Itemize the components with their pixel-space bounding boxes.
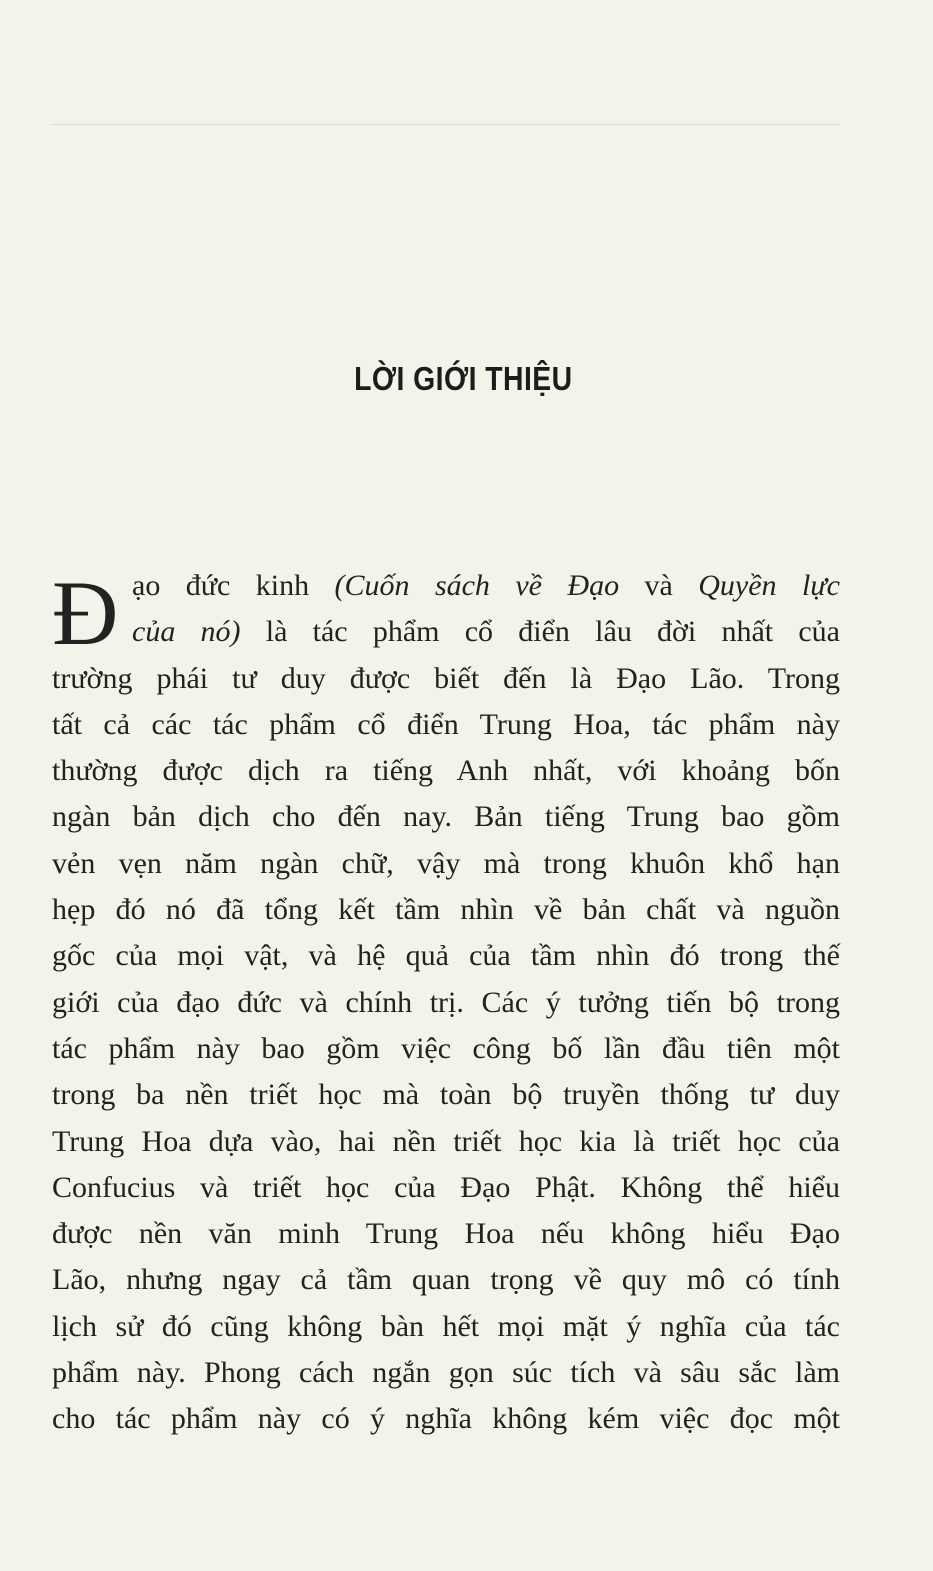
text-segment: Lão, nhưng ngay cả tầm quan trọng về quy mô có tính	[52, 1263, 840, 1297]
text-segment: trường phái tư duy được biết đến là Đạo Lão. Trong	[52, 661, 840, 695]
text-line	[52, 980, 840, 1026]
text-line	[52, 887, 840, 933]
italic-text: (Cuốn sách về Đạo	[334, 569, 620, 602]
text-line	[52, 1119, 840, 1165]
text-segment: tác phẩm này bao gồm việc công bố lần đầu tiên một	[52, 1031, 840, 1065]
text-line	[52, 1350, 840, 1396]
text-line	[52, 933, 840, 979]
text-line	[52, 1072, 840, 1118]
text-segment: gốc của mọi vật, và hệ quả của tầm nhìn đó trong thế	[52, 939, 840, 973]
text-segment: cho tác phẩm này có ý nghĩa không kém việc đọc một	[52, 1402, 840, 1436]
text-line	[52, 702, 840, 748]
text-line	[52, 794, 840, 840]
text-segment: là tác phẩm cổ điển lâu đời nhất của	[240, 615, 840, 649]
text-segment: ngàn bản dịch cho đến nay. Bản tiếng Trung bao gồm	[52, 800, 840, 834]
text-segment: giới của đạo đức và chính trị. Các ý tưởng tiến bộ trong	[52, 985, 840, 1019]
text-line	[52, 609, 840, 655]
text-line	[52, 1304, 840, 1350]
chapter-heading: LỜI GIỚI THIỆU	[354, 360, 573, 397]
text-line	[52, 841, 840, 887]
text-line	[52, 656, 840, 702]
text-line	[52, 563, 840, 609]
italic-text: Quyền lực	[698, 569, 840, 602]
text-line	[52, 1257, 840, 1303]
text-line	[52, 748, 840, 794]
text-segment: Trung Hoa dựa vào, hai nền triết học kia là triết học của	[52, 1124, 840, 1158]
text-line	[52, 1211, 840, 1257]
text-line	[52, 1396, 840, 1442]
running-head-rule	[52, 124, 840, 125]
text-segment: trong ba nền triết học mà toàn bộ truyền thống tư duy	[52, 1078, 840, 1112]
text-segment: thường được dịch ra tiếng Anh nhất, với khoảng bốn	[52, 754, 840, 788]
text-line	[52, 1165, 840, 1211]
italic-text: của nó)	[132, 615, 241, 649]
body-paragraph	[52, 563, 840, 1443]
drop-cap: Đ	[52, 562, 119, 664]
text-segment: và	[619, 569, 699, 602]
text-segment: phẩm này. Phong cách ngắn gọn súc tích và sâu sắc làm	[52, 1356, 840, 1390]
text-segment: tất cả các tác phẩm cổ điển Trung Hoa, tác phẩm này	[52, 707, 840, 741]
text-segment: ạo đức kinh	[132, 569, 335, 602]
text-segment: lịch sử đó cũng không bàn hết mọi mặt ý nghĩa của tác	[52, 1309, 840, 1343]
text-line	[52, 1026, 840, 1072]
text-segment: Confucius và triết học của Đạo Phật. Không thể hiểu	[52, 1170, 840, 1204]
text-segment: vẻn vẹn năm ngàn chữ, vậy mà trong khuôn khổ hạn	[52, 846, 840, 880]
text-segment: hẹp đó nó đã tổng kết tầm nhìn về bản chất và nguồn	[52, 893, 840, 927]
text-segment: được nền văn minh Trung Hoa nếu không hiểu Đạo	[52, 1217, 840, 1251]
